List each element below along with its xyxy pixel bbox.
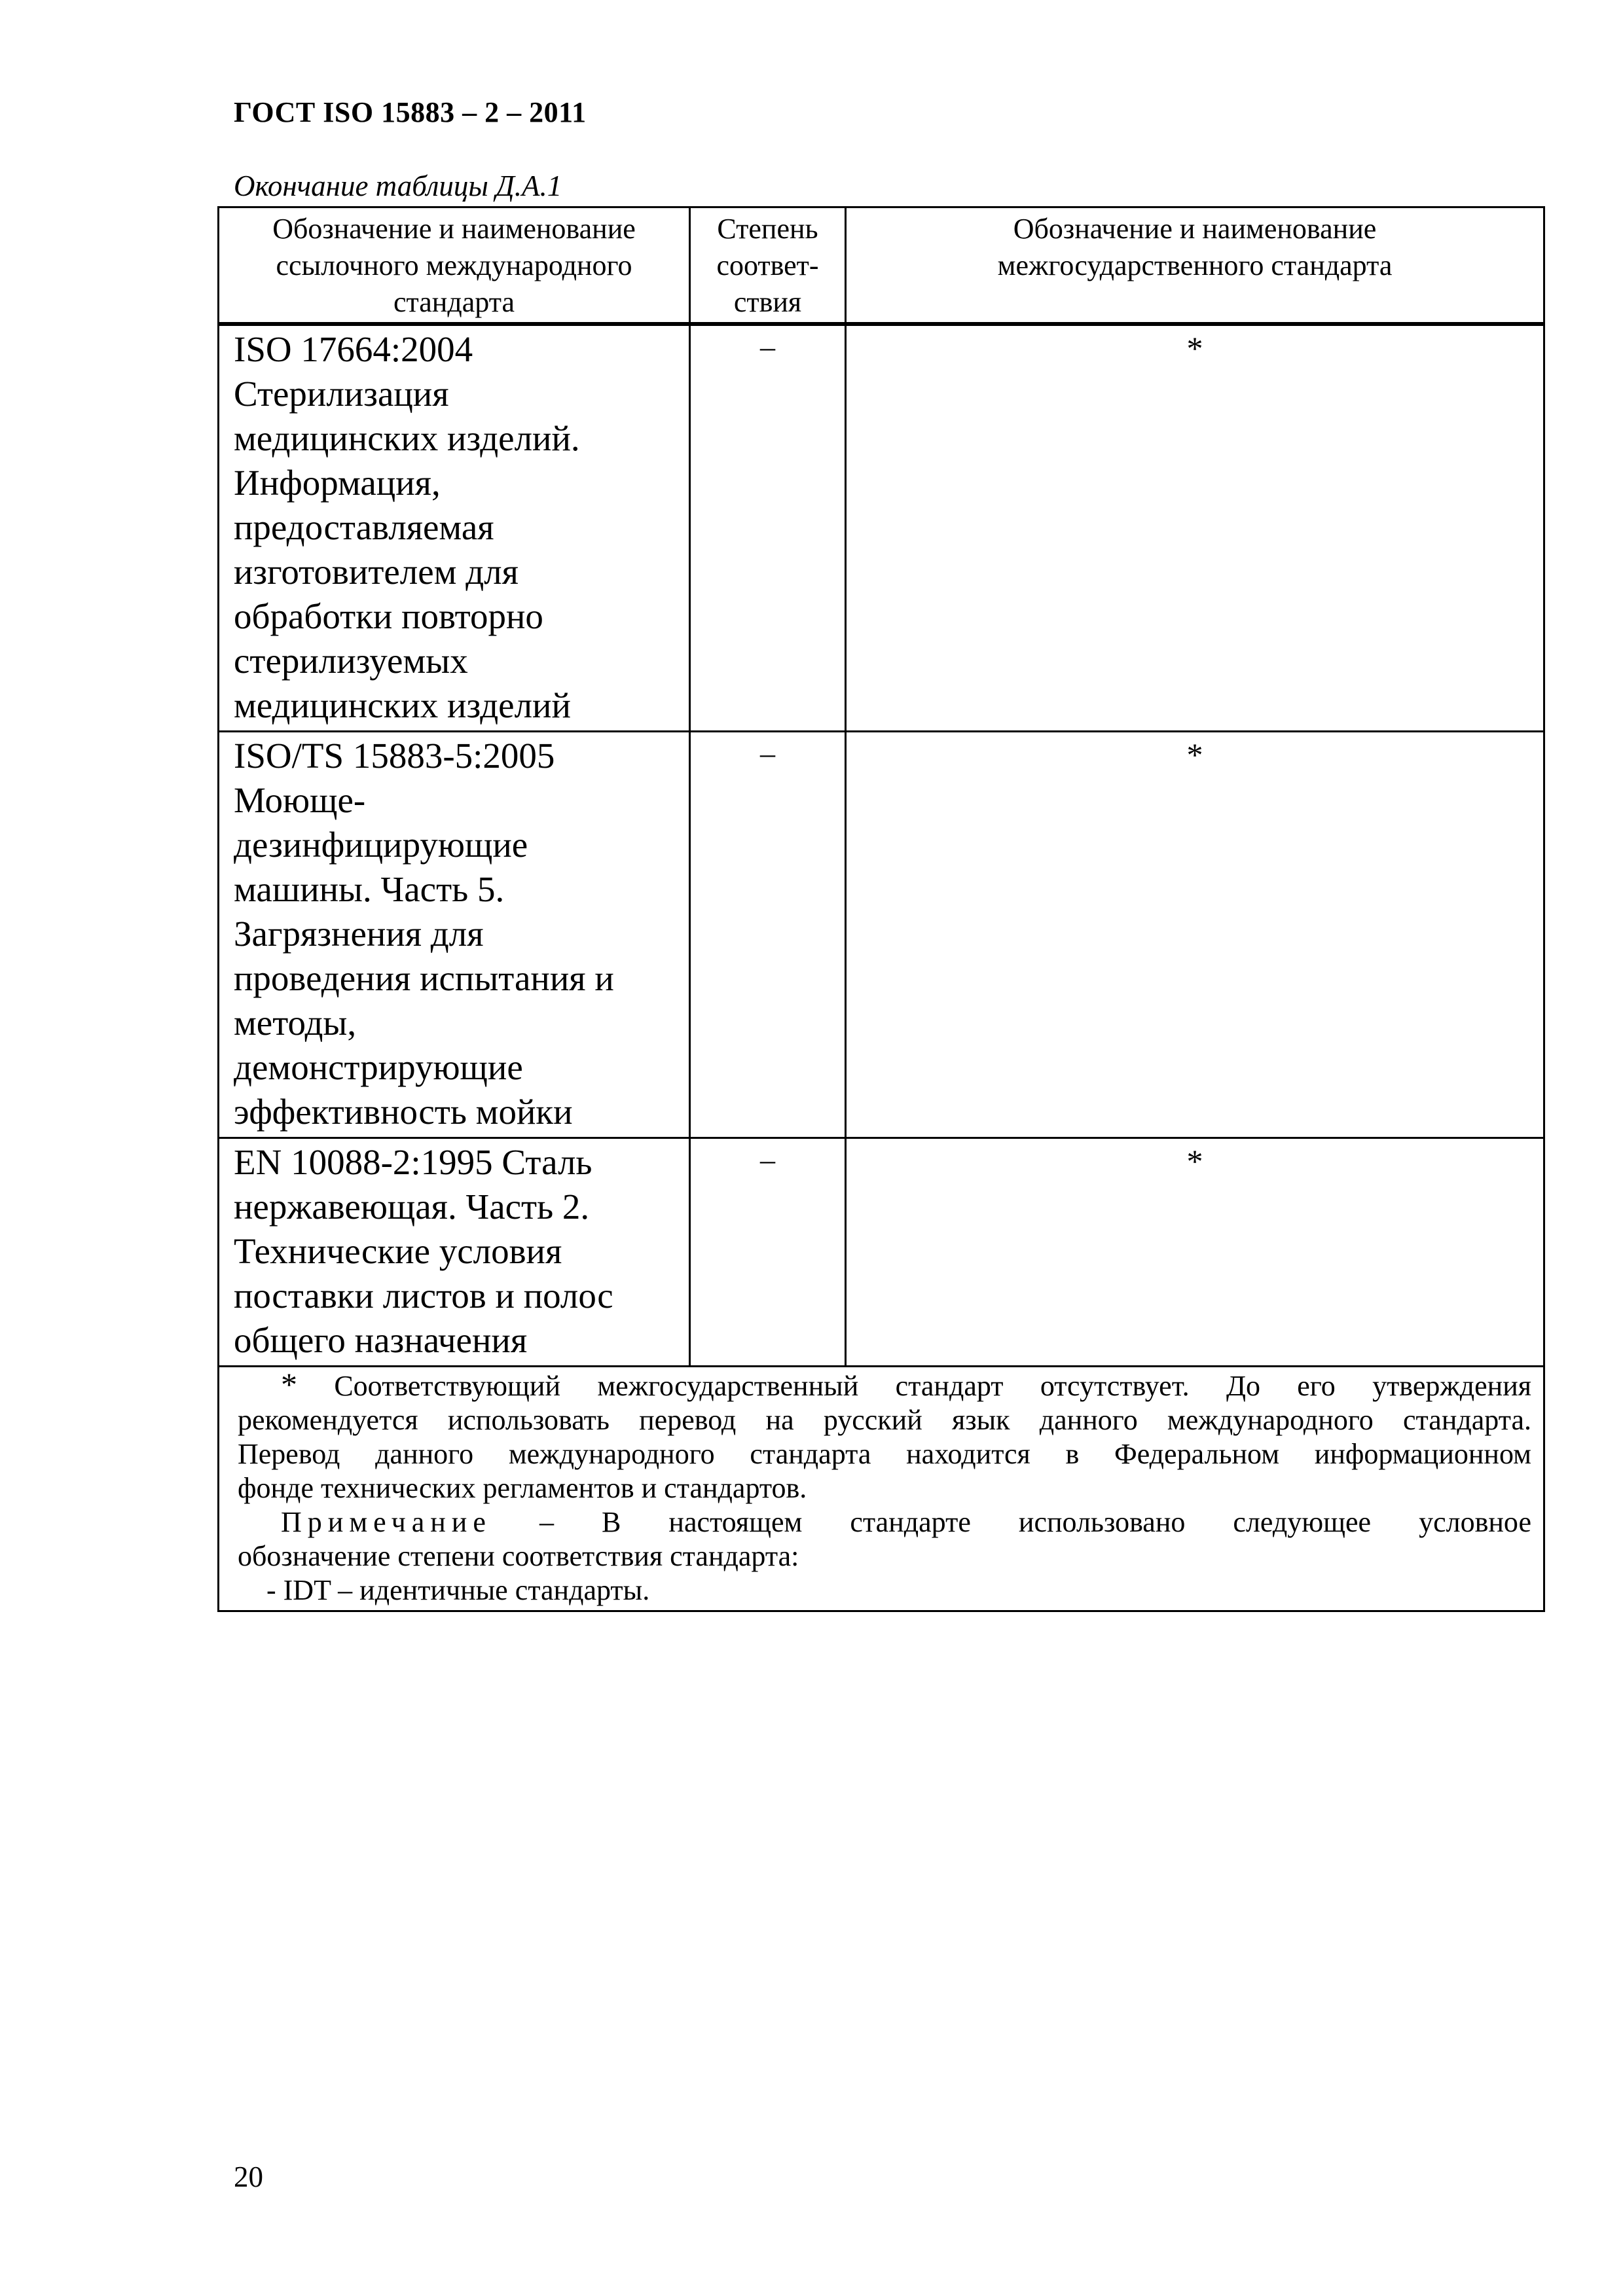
reference-line: EN 10088-2:1995 Сталь	[234, 1142, 593, 1182]
reference-line: Информация,	[234, 463, 441, 503]
note-line	[238, 1505, 1531, 1539]
reference-standard-cell	[219, 732, 690, 1138]
reference-line: Технические условия	[234, 1231, 562, 1271]
table-footnote-row	[219, 1367, 1544, 1611]
column-header-interstate-standard	[846, 207, 1544, 325]
reference-line: эффективность мойки	[234, 1092, 573, 1132]
reference-line: ISO 17664:2004	[234, 329, 473, 369]
header-line: стандарта	[393, 286, 515, 318]
interstate-standard-cell: *	[846, 1138, 1544, 1367]
footnote-cell	[219, 1367, 1544, 1611]
reference-standard-cell	[219, 1138, 690, 1367]
reference-line: изготовителем для	[234, 552, 519, 592]
reference-line: медицинских изделий.	[234, 418, 580, 458]
table-row	[219, 732, 1544, 1138]
footnote-marker: *	[281, 1366, 297, 1403]
reference-line: предоставляемая	[234, 507, 494, 547]
reference-line: машины. Часть 5.	[234, 869, 505, 909]
header-line: Обозначение и наименование	[1013, 213, 1377, 245]
footnote-line	[238, 1367, 1531, 1403]
note-label: Примечание	[281, 1506, 492, 1538]
reference-line: ISO/TS 15883-5:2005	[234, 736, 555, 776]
footnote-text: Соответствующий межгосударственный стандарт отсутствует. До его утверждения	[334, 1370, 1532, 1402]
reference-line: методы,	[234, 1003, 357, 1043]
header-line: межгосударственного стандарта	[997, 249, 1393, 281]
column-header-degree	[690, 207, 846, 325]
reference-line: общего назначения	[234, 1320, 528, 1360]
reference-line: демонстрирующие	[234, 1047, 523, 1087]
reference-line: проведения испытания и	[234, 958, 614, 998]
table-row	[219, 1138, 1544, 1367]
table-header-row	[219, 207, 1544, 325]
note-text: – В настоящем стандарте использовано следующее условное	[539, 1506, 1531, 1538]
header-line: Обозначение и наименование	[272, 213, 636, 245]
footnote-line: рекомендуется использовать перевод на русский язык данного международного стандарта.	[238, 1404, 1531, 1436]
reference-line: Моюще-	[234, 780, 366, 820]
table-caption: Окончание таблицы Д.А.1	[234, 170, 562, 202]
header-line: ссылочного международного	[276, 249, 632, 281]
header-line: ствия	[733, 286, 802, 318]
degree-cell: –	[690, 1138, 846, 1367]
column-header-reference-standard	[219, 207, 690, 325]
degree-cell: –	[690, 732, 846, 1138]
reference-line: Загрязнения для	[234, 914, 484, 954]
reference-line: обработки повторно	[234, 596, 543, 636]
reference-standard-cell	[219, 324, 690, 732]
table-row	[219, 324, 1544, 732]
note-item: - IDT – идентичные стандарты.	[266, 1574, 650, 1606]
reference-line: медицинских изделий	[234, 685, 571, 725]
header-line: Степень	[717, 213, 818, 245]
footnote-line: Перевод данного международного стандарта находится в Федеральном информационном	[238, 1438, 1531, 1470]
reference-line: дезинфицирующие	[234, 825, 528, 865]
standards-table	[217, 206, 1545, 1612]
reference-line: поставки листов и полос	[234, 1276, 613, 1316]
footnote-line: фонде технических регламентов и стандартов.	[238, 1472, 807, 1504]
degree-cell: –	[690, 324, 846, 732]
reference-line: стерилизуемых	[234, 641, 468, 681]
reference-line: Стерилизация	[234, 374, 449, 414]
reference-line: нержавеющая. Часть 2.	[234, 1187, 590, 1227]
document-header: ГОСТ ISO 15883 – 2 – 2011	[234, 96, 587, 128]
interstate-standard-cell: *	[846, 732, 1544, 1138]
interstate-standard-cell: *	[846, 324, 1544, 732]
header-line: соответ-	[716, 249, 819, 281]
note-line: обозначение степени соответствия стандарта:	[238, 1540, 799, 1572]
page-number: 20	[234, 2161, 263, 2193]
